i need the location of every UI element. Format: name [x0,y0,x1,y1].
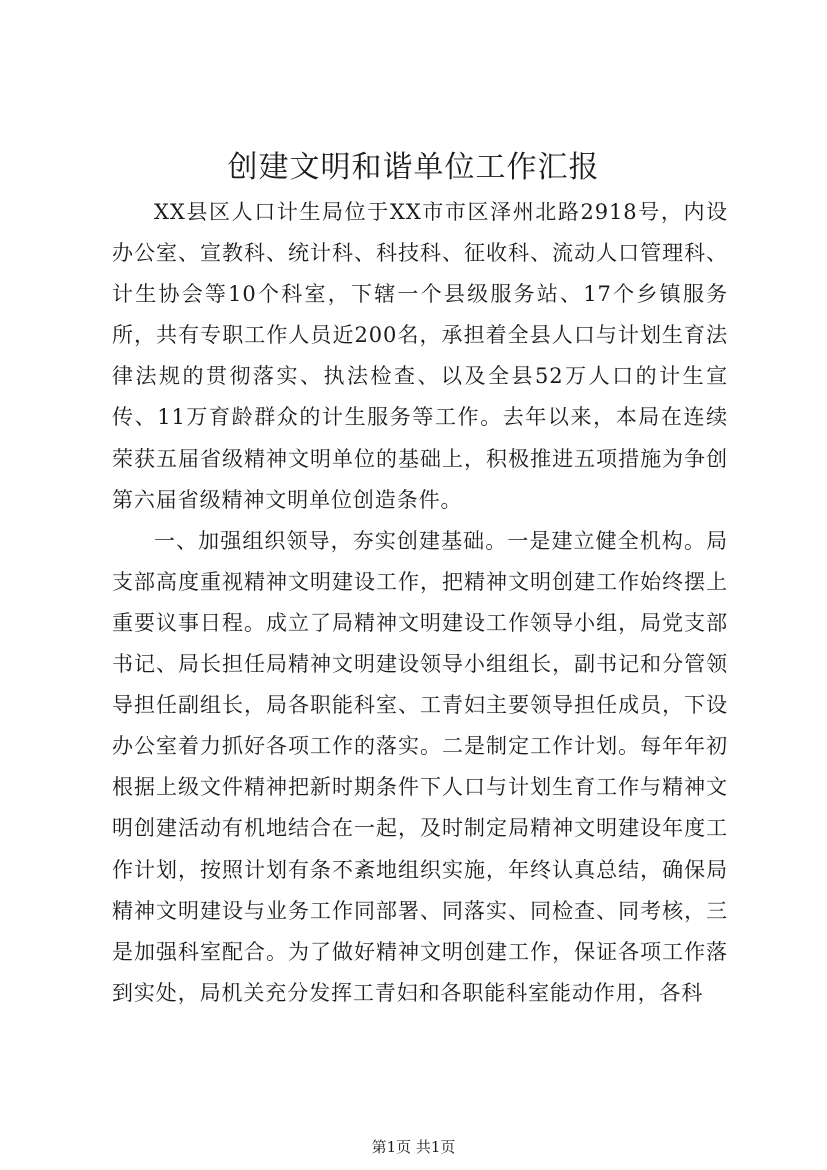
document-title: 创建文明和谐单位工作汇报 [227,150,600,185]
page-footer: 第1页 共1页 [371,1138,456,1156]
paragraph-section-one: 一、加强组织领导，夯实创建基础。一是建立健全机构。局支部高度重视精神文明建设工作，把精神文明创建工作始终摆上重要议事日程。成立了局精神文明建设工作领导小组，局党支部书记、局长担任局精神文明建设领导小组组长，副书记和分管领导担任副组长，局各职能科室、工青妇主要领导担任成员，下设办公室着力抓好各项工作的落实。二是制定工作计划。每年年初根据上级文件精神把新时期条件下人口与计划生育工作与精神文明创建活动有机地结合在一起，及时制定局精神文明建设年度工作计划，按照计划有条不紊地组织实施，年终认真总结，确保局精神文明建设与业务工作同部署、同落实、同检查、同考核，三是加强科室配合。为了做好精神文明创建工作，保证各项工作落到实处，局机关充分发挥工青妇和各职能科室能动作用，各科 [112,528,728,1005]
paragraph-intro: XX县区人口计生局位于XX市市区泽州北路2918号，内设办公室、宣教科、统计科、科技科、征收科、流动人口管理科、计生协会等10个科室，下辖一个县级服务站、17个乡镇服务所，共有专职工作人员近200名，承担着全县人口与计划生育法律法规的贯彻落实、执法检查、以及全县52万人口的计生宣传、11万育龄群众的计生服务等工作。去年以来，本局在连续荣获五届省级精神文明单位的基础上，积极推进五项措施为争创第六届省级精神文明单位创造条件。 [112,200,728,512]
document-body [112,192,728,1014]
